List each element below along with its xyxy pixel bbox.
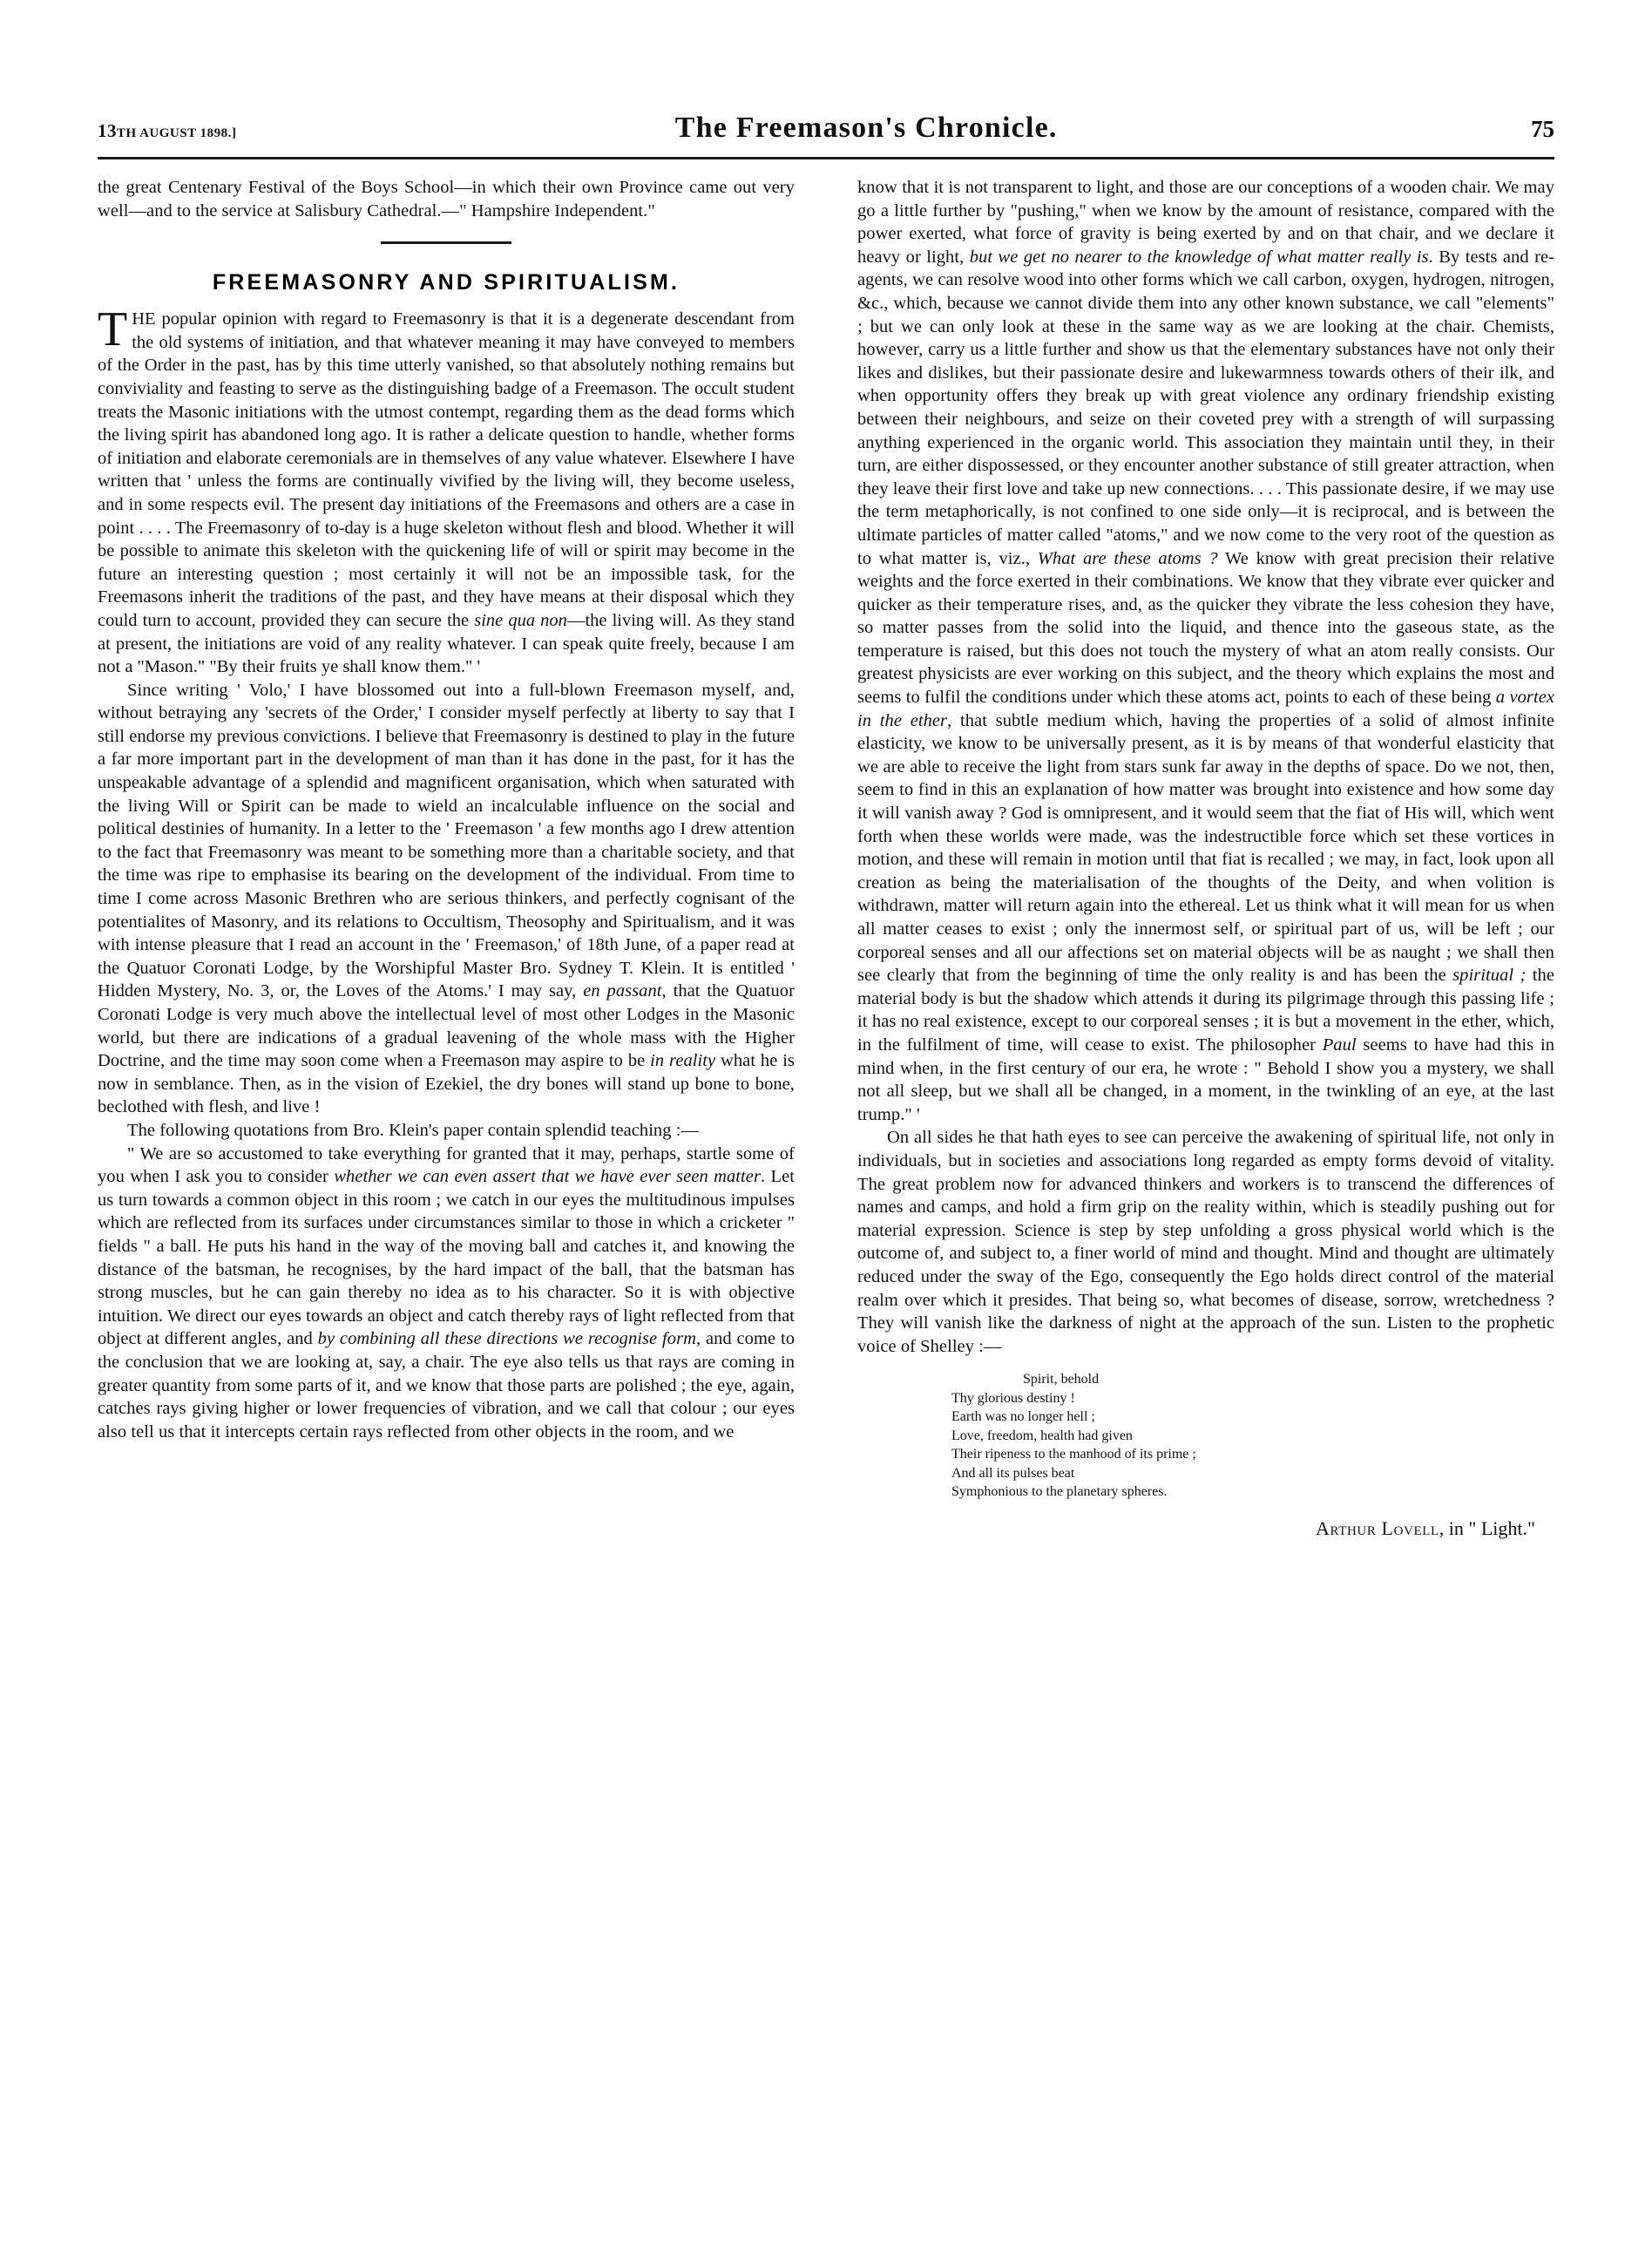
column-left: [98, 176, 795, 1540]
verse-line: Earth was no longer hell ;: [951, 1409, 1095, 1425]
paragraph-1-text-cont: —the living will. As they stand at present, the initiations are void of any reality whatever. I can speak quite freely, because I am not a "Mason." "By their fruits ye shall know them." ': [98, 610, 796, 677]
paragraph-4-text-b: . Let us turn towards a common object in this room ; we catch in our eyes the multitudinous impulses which are reflected from its surfaces under circumstances similar to those in which a cricketer " fields " a ball. He puts his hand in the way of the moving ball and catches it, and knowing the distance of the batsman, he recognises, by the hard impact of the ball, that the batsman has strong muscles, but he can gain thereby no idea as to his character. So it is with objective intuition. We direct our eyes towards an object and catch thereby rays of light reflected from that object at different angles, and: [98, 1167, 795, 1349]
paragraph-4-italic-2: by combining all these directions we recognise form: [317, 1329, 696, 1349]
issue-date-rest: TH AUGUST 1898.]: [117, 126, 237, 140]
verse-line: Thy glorious destiny !: [951, 1390, 1075, 1406]
paragraph-6: On all sides he that hath eyes to see can perceive the awakening of spiritual life, not only in individuals, but in societies and associations long regarded as empty forms devoid of vitality. The great problem now for advanced thinkers and workers is to transcend the differences of names and camps, and hold a firm grip on the reality within, which is steadily pushing out for material expression. Science is step by step unfolding a gross physical world which is the outcome of, and subject to, a finer world of mind and thought. Mind and thought are ultimately reduced under the sway of the Ego, consequently the Ego holds direct control of the material realm over which it presides. That being so, what becomes of disease, sorrow, wretchedness ? They will vanish like the darkness of night at the approach of the sun. Listen to the prophetic voice of Shelley :—: [857, 1128, 1554, 1356]
signature-author: Arthur Lovell: [1316, 1516, 1439, 1539]
paragraph-5-italic-5: Paul: [1322, 1035, 1357, 1055]
paragraph-5-italic-4: spiritual ;: [1452, 966, 1527, 986]
shelley-verse: [857, 1370, 1554, 1502]
paragraph-4-text-c: , and come to the conclusion that we are looking at, say, a chair. The eye also tells us that rays are coming in greater quantity from some parts of it, and we know that those parts are polished ; the eye, again, catches rays giving higher or lower frequencies of vibration, and we call that colour ; our eyes also tell us that it intercepts certain rays reflected from other objects in the room, and we: [98, 1329, 795, 1442]
paragraph-2-italic-1: en passant: [583, 981, 662, 1001]
paragraph-5-italic-2: What are these atoms ?: [1037, 548, 1218, 568]
verse-line: Spirit, behold: [1023, 1372, 1100, 1387]
paragraph-2-text-b: , that the Quatuor Coronati Lodge is very much above the intellectual level of most other Lodges in the Masonic world, but there are indications of a gradual leavening of the whole mass with the Higher Doctrine, and the time may soon come when a Freemason may aspire to be: [98, 981, 795, 1071]
paragraph-2: [98, 679, 795, 1119]
paragraph-4-text-a: " We are so accustomed to take everything for granted that it may, perhaps, startle some of you when I ask you to consider: [98, 1143, 795, 1187]
paragraph-5-quotation-cont: [857, 176, 1554, 1126]
article-heading: FREEMASONRY AND SPIRITUALISM.: [212, 270, 680, 295]
signature-source: , in " Light.": [1439, 1516, 1535, 1539]
article-columns: [98, 176, 1554, 1540]
page-number: 75: [1531, 116, 1554, 142]
paragraph-1-italic-1: sine qua non: [474, 610, 567, 630]
verse-line: And all its pulses beat: [951, 1465, 1075, 1481]
paragraph-3: The following quotations from Bro. Klein's paper contain splendid teaching :—: [127, 1120, 700, 1140]
paragraph-5-text-b: . By tests and re-agents, we can resolve wood into other forms which we call carbon, oxygen, hydrogen, nitrogen, &c., which, because we cannot divide them into any other known substance, we call "elements" ; but we can only look at these in the same way as we are looking at the chair. Chemists, however, carry us a little further and show us that the elementary substances have not only their likes and dislikes, but their passionate desire and lukewarmness towards others of their ilk, and when opportunity offers they break up with great violence any ordinary friendship existing between their neighbours, and seize on their coveted prey with a strength of will surpassing anything experienced in the organic world. This association they maintain until they, in their turn, are either dispossessed, or they encounter another substance of still greater attraction, when they leave their first love and take up new connections. . . . This passionate desire, if we may use the term metaphorically, is not confined to one side only—it is reciprocal, and is between the ultimate particles of matter called "atoms," and we now come to the very root of the question as to what matter is, viz.,: [857, 247, 1554, 568]
paragraph-5-text-c: We know with great precision their relative weights and the force exerted in their combinations. We know that they vibrate ever quicker and quicker as their temperature rises, and, as the quicker they vibrate the less cohesion they have, so matter passes from the solid into the liquid, and thence into the gaseous state, as the temperature is raised, but this does not touch the mystery of what an atom really consists. Our greatest physicists are ever working on this subject, and the theory which explains the most and seems to fulfil the conditions under which these atoms act, points to each of these being: [857, 548, 1555, 708]
publication-title: The Freemason's Chronicle.: [674, 112, 1058, 144]
column-right: [857, 176, 1554, 1540]
article-signature: [857, 1517, 1554, 1540]
running-head: [98, 112, 1554, 157]
verse-line: Their ripeness to the manhood of its prime ;: [951, 1447, 1196, 1462]
header-rule: [98, 157, 1554, 159]
paragraph-4-italic-1: whether we can even assert that we have ever seen matter: [334, 1167, 761, 1187]
issue-date-day: 13: [98, 120, 117, 141]
paragraph-5-italic-3: a vortex in the ether: [857, 688, 1554, 730]
paragraph-5-italic-1: but we get no nearer to the knowledge of what matter really is: [969, 247, 1429, 267]
paragraph-5-text-f: seems to have had this in mind when, in the first century of our era, he wrote : " Behold I show you a mystery, we shall not all sleep, but we shall all be changed, in a moment, in the twinkling of an eye, at the last trump." ': [857, 1035, 1554, 1124]
paragraph-2-text-c: what he is now in semblance. Then, as in the vision of Ezekiel, the dry bones will stand up bone to bone, beclothed with flesh, and live !: [98, 1051, 796, 1117]
paragraph-4-quotation: [98, 1143, 795, 1444]
paragraph-2-italic-2: in reality: [650, 1051, 716, 1071]
paragraph-1: [98, 302, 796, 679]
lead-snippet: the great Centenary Festival of the Boys School—in which their own Province came out very well—and to the service at Salisbury Cathedral.—" Hampshire Independent.": [98, 178, 795, 220]
issue-date: [98, 120, 236, 142]
paragraph-5-text-d: , that subtle medium which, having the properties of a solid of almost infinite elasticity, we know to be universally present, as it is by means of that wonderful elasticity that we are able to receive the light from stars sunk far away in the depths of space. Do we not, then, seem to find in this an explanation of how matter was brought into existence and how some day it will vanish away ? God is omnipresent, and it would seem that the fiat of His will, which went forth when these worlds were made, was the indestructible force which set these vortices in motion, and these will remain in motion until that fiat is recalled ; we may, in fact, look upon all creation as being the materialisation of the thoughts of the Deity, and when volition is withdrawn, matter will return again into the ethereal. Let us think what it will mean for us when all matter ceases to exist ; only the innermost self, or spiritual part of us, will be left ; our corporeal senses and all our affections set on material objects will be as naught ; we shall then see clearly that from the beginning of time the only reality is and has been the: [857, 710, 1554, 986]
paragraph-2-text-a: Since writing ' Volo,' I have blossomed out into a full-blown Freemason myself, and, without betraying any 'secrets of the Order,' I consider myself perfectly at liberty to say that I still endorse my previous convictions. I believe that Freemasonry is destined to play in the future a far more important part in the development of man than it has done in the past, for it has the unspeakable advantage of a splendid and magnificent organisation, which when saturated with the living Will or Spirit can be made to wield an incalculable influence on the social and political destinies of humanity. In a letter to the ' Freemason ' a few months ago I drew attention to the fact that Freemasonry was meant to be something more than a charitable society, and that the time was ripe to emphasise its bearing on the development of the individual. From time to time I come across Masonic Brethren who are serious thinkers, and perfectly cognisant of the potentialites of Masonry, and its relations to Occultism, Theosophy and Spiritualism, and it was with intense pleasure that I read an account in the ' Freemason,' of 18th June, of a paper read at the Quatuor Coronati Lodge, by the Worshipful Master Bro. Sydney T. Klein. It is entitled ' Hidden Mystery, No. 3, or, the Loves of the Atoms.' I may say,: [98, 680, 795, 1001]
verse-line: Symphonious to the planetary spheres.: [951, 1484, 1168, 1500]
section-divider-rule: [381, 241, 511, 244]
paragraph-5-text-e: the material body is but the shadow which attends it during its pilgrimage through this passing life ; it has no real existence, except to our corporeal senses ; it is but a movement in the ether, which, in the fulfilment of time, will cease to exist. The philosopher: [857, 966, 1554, 1055]
verse-line: Love, freedom, health had given: [951, 1428, 1133, 1443]
paragraph-1-text: THE popular opinion with regard to Freemasonry is that it is a degenerate descendant from the old systems of initiation, and that whatever meaning it may have conveyed to members of the Order in the past, has by this time utterly vanished, so that absolutely nothing remains but conviviality and feasting to serve as the distinguishing badge of a Freemason. The occult student treats the Masonic initiations with the utmost contempt, regarding them as the dead forms which the living spirit has abandoned long ago. It is rather a delicate question to handle, whether forms of initiation and elaborate ceremonials are in themselves of any value whatever. Elsewhere I have written that ' unless the forms are continually vivified by the living will, they become useless, and in some respects evil. The present day initiations of the Freemasons and others are a case in point . . . . The Freemasonry of to-day is a huge skeleton without flesh and blood. Whether it will be possible to animate this skeleton with the quickening life of will or spirit may become in the future an interesting question ; most certainly it will not be an impossible task, for the Freemasons inherit the traditions of the past, and they have means at their disposal which they could turn to account, provided they can secure the: [98, 302, 795, 630]
paragraph-5-text-a: know that it is not transparent to light, and those are our conceptions of a wooden chair. We may go a little further by "pushing," when we know by the amount of resistance, compared with the power exerted, what force of gravity is being exerted by and on that chair, and we declare it heavy or light,: [857, 178, 1554, 267]
